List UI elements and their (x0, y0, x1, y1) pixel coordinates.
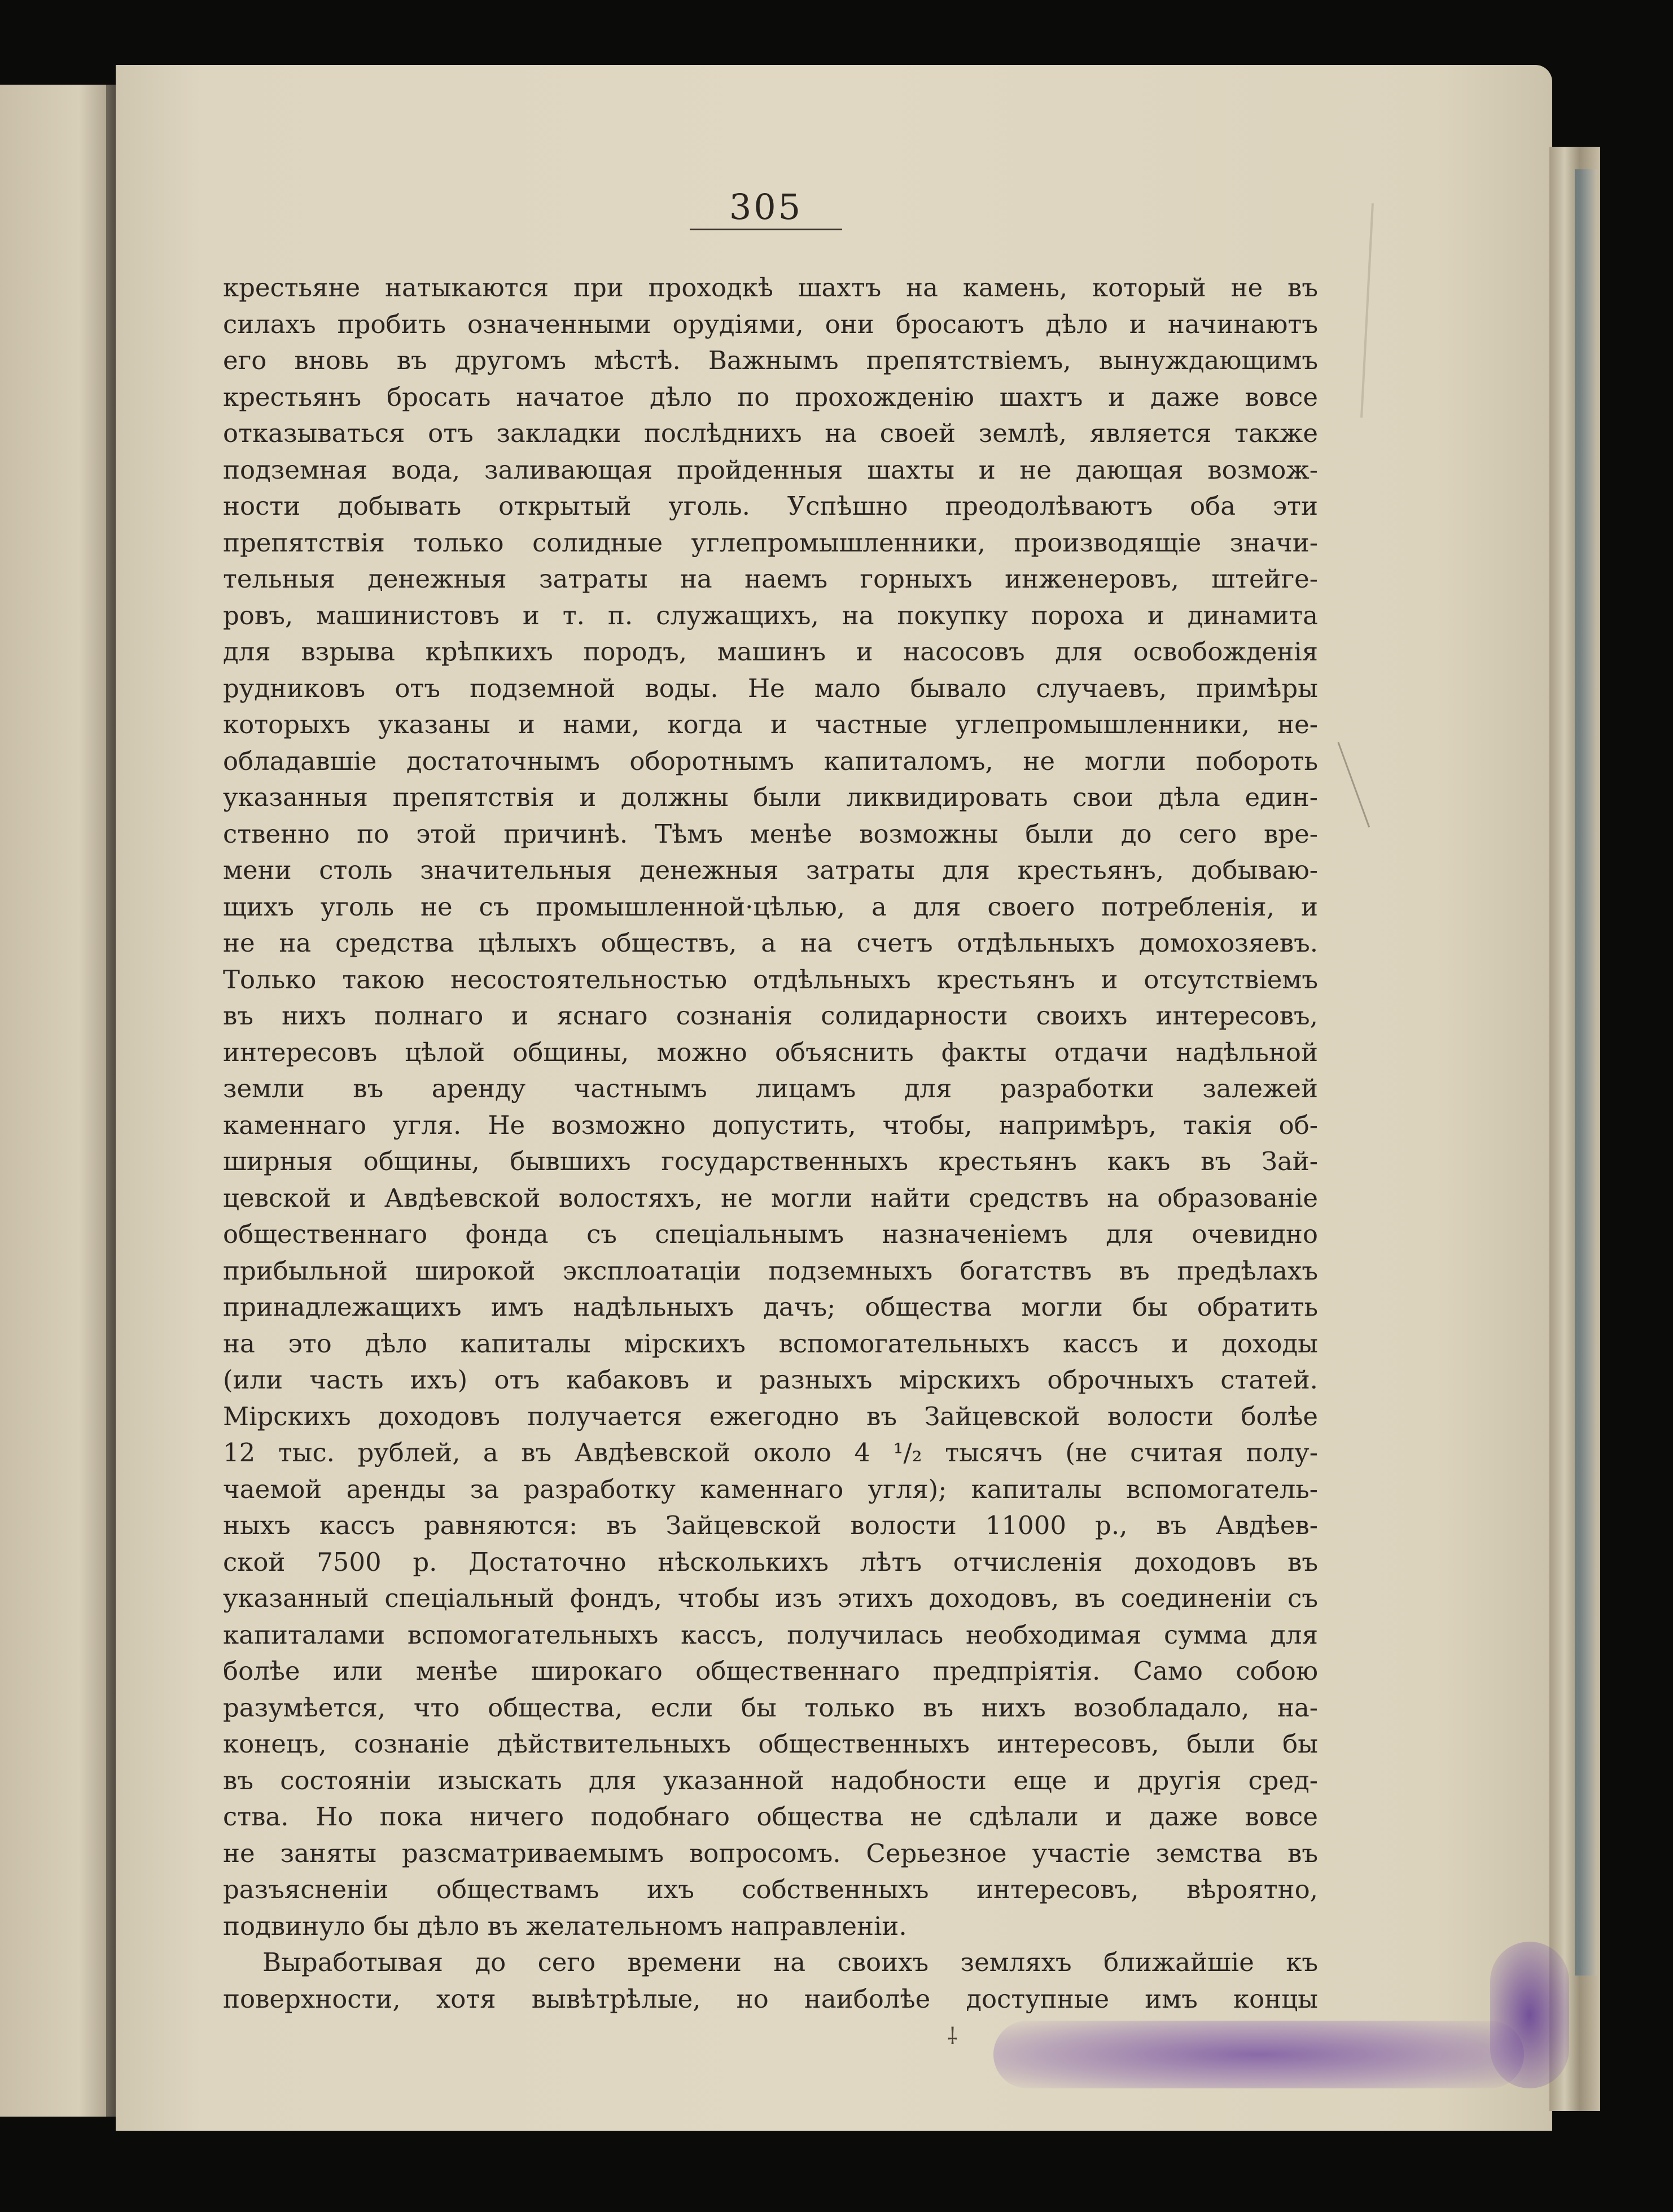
text-line: поверхности, хотя вывѣтрѣлые, но наиболѣе доступные имъ концы (223, 1983, 1318, 2014)
text-line: которыхъ указаны и нами, когда и частные углепромышленники, не- (223, 709, 1318, 739)
binding-edge (1575, 169, 1597, 1976)
text-line: крестьянъ бросать начатое дѣло по прохожденію шахтъ и даже вовсе (223, 382, 1318, 412)
text-line: (или часть ихъ) отъ кабаковъ и разныхъ мірскихъ оброчныхъ статей. (223, 1365, 1318, 1395)
text-line: разумѣется, что общества, если бы только въ нихъ возобладало, на- (223, 1692, 1318, 1723)
ink-stain (993, 2021, 1524, 2088)
text-line: капиталами вспомогательныхъ кассъ, получилась необходимая сумма для (223, 1619, 1318, 1650)
text-line: въ состояніи изыскать для указанной надобности еще и другія сред- (223, 1765, 1318, 1795)
text-line: щихъ уголь не съ промышленной·цѣлью, а для своего потребленія, и (223, 891, 1318, 922)
ink-stain-corner (1490, 1942, 1569, 2088)
text-line: на это дѣло капиталы мірскихъ вспомогательныхъ кассъ и доходы (223, 1328, 1318, 1359)
text-line: конецъ, сознаніе дѣйствительныхъ общественныхъ интересовъ, были бы (223, 1729, 1318, 1759)
text-line: мени столь значительныя денежныя затраты для крестьянъ, добываю- (223, 855, 1318, 885)
text-line: въ нихъ полнаго и яснаго сознанія солидарности своихъ интересовъ, (223, 1001, 1318, 1031)
text-line: Выработывая до сего времени на своихъ земляхъ ближайшіе къ (262, 1947, 1318, 1977)
text-line: интересовъ цѣлой общины, можно объяснить факты отдачи надѣльной (223, 1037, 1318, 1067)
text-line: Мірскихъ доходовъ получается ежегодно въ Зайцевской волости болѣе (223, 1401, 1318, 1431)
text-line: цевской и Авдѣевской волостяхъ, не могли найти средствъ на образованіе (223, 1182, 1318, 1213)
text-line: указанныя препятствія и должны были ликвидировать свои дѣла един- (223, 782, 1318, 812)
text-line: рудниковъ отъ подземной воды. Не мало бывало случаевъ, примѣры (223, 673, 1318, 703)
text-line: чаемой аренды за разработку каменнаго угля); капиталы вспомогатель- (223, 1474, 1318, 1504)
text-line: отказываться отъ закладки послѣднихъ на своей землѣ, является также (223, 418, 1318, 448)
text-line: каменнаго угля. Не возможно допустить, чтобы, напримѣръ, такія об- (223, 1110, 1318, 1140)
text-line: его вновь въ другомъ мѣстѣ. Важнымъ препятствіемъ, вынуждающимъ (223, 345, 1318, 375)
left-page-edge (0, 85, 113, 2117)
text-line: ства. Но пока ничего подобнаго общества не сдѣлали и даже вовсе (223, 1802, 1318, 1832)
text-line: ныхъ кассъ равняются: въ Зайцевской волости 11000 р., въ Авдѣев- (223, 1510, 1318, 1540)
text-line: Только такою несостоятельностью отдѣльныхъ крестьянъ и отсутствіемъ (223, 964, 1318, 995)
text-line: общественнаго фонда съ спеціальнымъ назначеніемъ для очевидно (223, 1219, 1318, 1249)
text-line: разъясненіи обществамъ ихъ собственныхъ интересовъ, вѣроятно, (223, 1874, 1318, 1904)
text-line: не заняты разсматриваемымъ вопросомъ. Серьезное участіе земства въ (223, 1838, 1318, 1868)
paragraph-2 (223, 1944, 1318, 2017)
text-line: болѣе или менѣе широкаго общественнаго предпріятія. Само собою (223, 1656, 1318, 1686)
text-line: ширныя общины, бывшихъ государственныхъ крестьянъ какъ въ Зай- (223, 1146, 1318, 1176)
text-line: крестьяне натыкаются при проходкѣ шахтъ на камень, который не въ (223, 273, 1318, 303)
text-line: не на средства цѣлыхъ обществъ, а на счетъ отдѣльныхъ домохозяевъ. (223, 928, 1318, 958)
text-line: препятствія только солидные углепромышленники, производящіе значи- (223, 527, 1318, 558)
text-line: ственно по этой причинѣ. Тѣмъ менѣе возможны были до сего вре- (223, 818, 1318, 849)
text-line: ской 7500 р. Достаточно нѣсколькихъ лѣтъ отчисленія доходовъ въ (223, 1547, 1318, 1577)
text-line: силахъ пробить означенными орудіями, они бросаютъ дѣло и начинаютъ (223, 309, 1318, 339)
text-line: для взрыва крѣпкихъ породъ, машинъ и насосовъ для освобожденія (223, 637, 1318, 667)
text-line: 12 тыс. рублей, а въ Авдѣевской около 4 ¹/₂ тысячъ (не считая полу- (223, 1438, 1318, 1468)
paragraph-1 (223, 270, 1318, 1944)
text-line: подземная вода, заливающая пройденныя шахты и не дающая возмож- (223, 454, 1318, 485)
text-line: тельныя денежныя затраты на наемъ горныхъ инженеровъ, штейге- (223, 564, 1318, 594)
page-number: 305 (729, 186, 803, 227)
text-line: принадлежащихъ имъ надѣльныхъ дачъ; общества могли бы обратить (223, 1292, 1318, 1322)
text-line: обладавшіе достаточнымъ оборотнымъ капиталомъ, не могли побороть (223, 746, 1318, 776)
text-line: подвинуло бы дѣло въ желательномъ направленіи. (223, 1911, 907, 1941)
text-line: ности добывать открытый уголь. Успѣшно преодолѣваютъ оба эти (223, 491, 1318, 521)
text-line: ровъ, машинистовъ и т. п. служащихъ, на покупку пороха и динамита (223, 600, 1318, 630)
page-number-rule (690, 229, 842, 230)
text-line: прибыльной широкой эксплоатаціи подземныхъ богатствъ въ предѣлахъ (223, 1255, 1318, 1286)
body-text (223, 270, 1318, 2017)
text-line: указанный спеціальный фондъ, чтобы изъ этихъ доходовъ, въ соединеніи съ (223, 1583, 1318, 1613)
text-line: земли въ аренду частнымъ лицамъ для разработки залежей (223, 1074, 1318, 1103)
printer-mark: ⸸ (947, 2023, 958, 2049)
